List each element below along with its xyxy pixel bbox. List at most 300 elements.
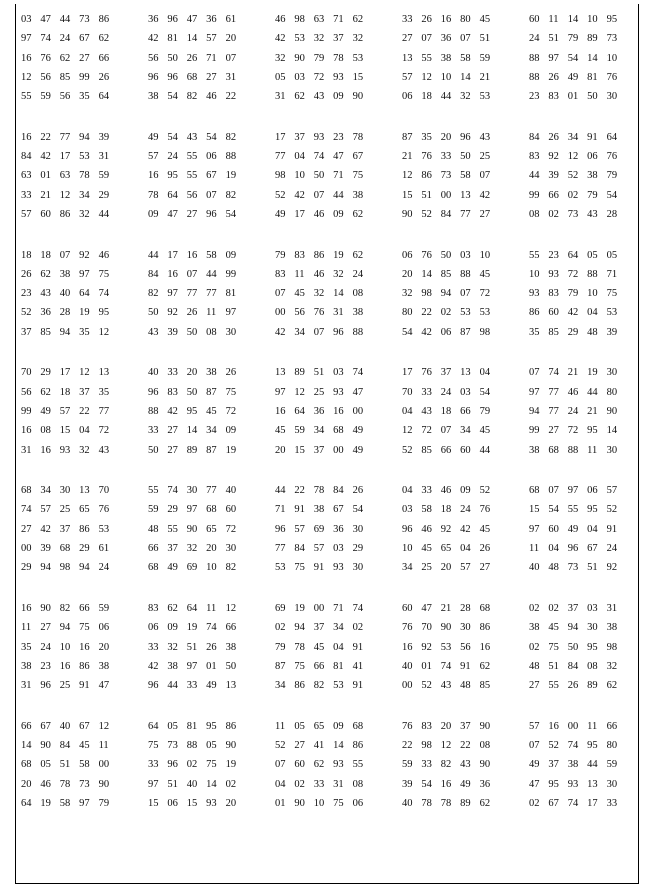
number-group: [529, 402, 629, 421]
number-cell: 57: [460, 562, 471, 574]
number-cell: 71: [606, 268, 618, 280]
number-group: [402, 29, 529, 48]
number-cell: 16: [79, 641, 90, 653]
number-cell: 98: [479, 326, 491, 338]
number-cell: 43: [148, 326, 159, 338]
number-cell: 91: [79, 680, 90, 692]
number-cell: 34: [333, 622, 344, 634]
number-cell: 10: [479, 249, 491, 261]
number-cell: 56: [460, 641, 471, 653]
number-block: [21, 246, 638, 342]
number-group: [275, 441, 402, 460]
number-cell: 62: [479, 797, 491, 809]
number-cell: 97: [529, 386, 540, 398]
number-cell: 32: [402, 288, 413, 300]
number-cell: 65: [440, 543, 452, 555]
number-cell: 19: [587, 367, 598, 379]
number-cell: 32: [79, 208, 90, 220]
number-cell: 17: [167, 249, 178, 261]
number-cell: 02: [352, 622, 364, 634]
number-cell: 12: [294, 386, 305, 398]
number-cell: 42: [148, 33, 159, 45]
table-row: [21, 128, 638, 147]
number-cell: 42: [40, 523, 51, 535]
number-cell: 30: [606, 444, 618, 456]
number-cell: 18: [440, 504, 452, 516]
number-cell: 20: [402, 268, 413, 280]
number-group: [21, 736, 148, 755]
number-cell: 16: [148, 170, 159, 182]
table-row: [21, 303, 638, 322]
number-group: [275, 128, 402, 147]
number-cell: 92: [79, 249, 90, 261]
number-group: [529, 520, 629, 539]
number-block: [21, 481, 638, 577]
number-cell: 30: [587, 622, 598, 634]
number-cell: 22: [460, 739, 471, 751]
number-cell: 38: [587, 170, 598, 182]
number-cell: 73: [167, 739, 178, 751]
number-cell: 46: [275, 14, 286, 25]
number-cell: 12: [21, 71, 32, 83]
number-cell: 64: [567, 249, 579, 261]
number-group: [275, 323, 402, 342]
number-cell: 79: [567, 33, 579, 45]
number-cell: 16: [40, 444, 51, 456]
number-cell: 86: [352, 739, 364, 751]
number-cell: 29: [40, 367, 51, 379]
number-group: [21, 402, 148, 421]
number-group: [148, 657, 275, 676]
number-cell: 88: [587, 268, 598, 280]
number-cell: 07: [186, 268, 198, 280]
number-cell: 86: [98, 14, 110, 25]
number-cell: 93: [313, 131, 325, 143]
number-cell: 00: [98, 759, 110, 771]
number-cell: 02: [529, 641, 540, 653]
number-cell: 42: [460, 523, 471, 535]
number-cell: 95: [606, 14, 618, 25]
number-cell: 70: [98, 485, 110, 497]
number-group: [148, 794, 275, 813]
number-cell: 93: [333, 759, 344, 771]
number-cell: 66: [79, 602, 90, 614]
number-cell: 40: [402, 797, 413, 809]
number-group: [529, 29, 629, 48]
number-cell: 62: [40, 386, 51, 398]
number-group: [148, 775, 275, 794]
number-cell: 45: [479, 14, 491, 25]
number-cell: 74: [548, 367, 559, 379]
number-group: [402, 676, 529, 695]
number-group: [529, 10, 629, 29]
number-cell: 54: [206, 131, 217, 143]
number-cell: 58: [460, 52, 471, 64]
number-cell: 59: [402, 759, 413, 771]
number-cell: 88: [529, 71, 540, 83]
number-cell: 11: [275, 720, 286, 732]
number-cell: 81: [225, 288, 237, 300]
number-cell: 68: [352, 720, 364, 732]
number-cell: 07: [548, 485, 559, 497]
number-group: [148, 205, 275, 224]
number-cell: 10: [59, 641, 71, 653]
number-cell: 59: [148, 504, 159, 516]
number-cell: 20: [225, 797, 237, 809]
number-cell: 02: [548, 602, 559, 614]
number-cell: 03: [333, 543, 344, 555]
number-cell: 53: [79, 151, 90, 163]
number-cell: 50: [225, 660, 237, 672]
table-row: [21, 166, 638, 185]
number-cell: 72: [567, 425, 579, 437]
number-group: [402, 246, 529, 265]
number-cell: 84: [567, 660, 579, 672]
number-cell: 62: [98, 33, 110, 45]
number-cell: 58: [206, 249, 217, 261]
number-cell: 49: [352, 444, 364, 456]
number-cell: 49: [567, 71, 579, 83]
number-cell: 35: [98, 386, 110, 398]
number-cell: 77: [186, 288, 198, 300]
number-cell: 86: [79, 660, 90, 672]
number-group: [148, 29, 275, 48]
number-cell: 95: [206, 720, 217, 732]
number-group: [21, 421, 148, 440]
table-row: [21, 676, 638, 695]
number-cell: 02: [225, 778, 237, 790]
number-group: [275, 49, 402, 68]
number-cell: 11: [21, 622, 32, 634]
number-group: [529, 303, 629, 322]
number-cell: 27: [167, 444, 178, 456]
table-row: [21, 500, 638, 519]
number-cell: 99: [79, 71, 90, 83]
number-group: [275, 717, 402, 736]
number-cell: 73: [567, 562, 579, 574]
number-cell: 37: [460, 720, 471, 732]
number-cell: 82: [440, 759, 452, 771]
number-cell: 32: [606, 660, 618, 672]
number-cell: 10: [294, 170, 305, 182]
number-group: [402, 10, 529, 29]
number-cell: 08: [352, 778, 364, 790]
number-cell: 83: [548, 288, 559, 300]
number-group: [148, 303, 275, 322]
number-cell: 37: [567, 602, 579, 614]
number-group: [275, 618, 402, 637]
number-cell: 47: [529, 778, 540, 790]
number-cell: 92: [606, 562, 618, 574]
number-cell: 24: [529, 33, 540, 45]
number-cell: 47: [167, 208, 178, 220]
number-cell: 93: [333, 562, 344, 574]
number-cell: 65: [313, 720, 325, 732]
number-cell: 19: [225, 759, 237, 771]
number-cell: 26: [421, 14, 432, 25]
number-cell: 01: [40, 170, 51, 182]
table-row: [21, 205, 638, 224]
number-group: [275, 676, 402, 695]
number-cell: 05: [206, 739, 217, 751]
number-cell: 31: [333, 307, 344, 319]
number-cell: 47: [186, 14, 198, 25]
number-cell: 62: [167, 602, 178, 614]
number-group: [529, 49, 629, 68]
number-cell: 07: [479, 170, 491, 182]
number-cell: 33: [186, 680, 198, 692]
number-cell: 34: [402, 562, 413, 574]
number-cell: 75: [79, 622, 90, 634]
number-group: [21, 638, 148, 657]
number-cell: 19: [40, 797, 51, 809]
number-cell: 96: [167, 14, 178, 25]
number-cell: 40: [225, 485, 237, 497]
number-cell: 07: [460, 33, 471, 45]
number-cell: 55: [567, 504, 579, 516]
number-cell: 90: [479, 759, 491, 771]
number-cell: 77: [206, 288, 217, 300]
number-cell: 98: [294, 14, 305, 25]
number-cell: 75: [333, 797, 344, 809]
number-cell: 70: [421, 622, 432, 634]
number-group: [529, 618, 629, 637]
number-cell: 98: [606, 641, 618, 653]
number-cell: 84: [148, 268, 159, 280]
number-cell: 89: [294, 367, 305, 379]
number-cell: 73: [79, 14, 90, 25]
number-cell: 11: [294, 268, 305, 280]
number-cell: 64: [167, 189, 178, 201]
number-cell: 97: [548, 52, 559, 64]
number-cell: 44: [59, 14, 71, 25]
number-cell: 75: [352, 170, 364, 182]
number-cell: 21: [479, 71, 491, 83]
number-group: [402, 599, 529, 618]
number-cell: 75: [294, 660, 305, 672]
number-cell: 20: [275, 444, 286, 456]
number-cell: 74: [313, 151, 325, 163]
number-cell: 62: [352, 249, 364, 261]
number-cell: 43: [98, 444, 110, 456]
number-cell: 42: [567, 307, 579, 319]
number-cell: 37: [167, 543, 178, 555]
number-cell: 24: [440, 386, 452, 398]
number-cell: 07: [59, 249, 71, 261]
number-cell: 49: [529, 759, 540, 771]
number-cell: 85: [440, 268, 452, 280]
number-cell: 88: [148, 405, 159, 417]
table-row: [21, 775, 638, 794]
number-cell: 69: [313, 523, 325, 535]
number-cell: 60: [225, 504, 237, 516]
number-cell: 68: [21, 759, 32, 771]
number-group: [275, 599, 402, 618]
number-group: [21, 303, 148, 322]
number-cell: 46: [421, 523, 432, 535]
number-cell: 50: [186, 386, 198, 398]
number-group: [21, 186, 148, 205]
number-cell: 40: [148, 367, 159, 379]
number-cell: 32: [333, 268, 344, 280]
number-cell: 99: [529, 189, 540, 201]
number-cell: 71: [333, 14, 344, 25]
number-cell: 86: [313, 249, 325, 261]
number-cell: 60: [548, 523, 559, 535]
number-group: [148, 638, 275, 657]
number-cell: 18: [40, 249, 51, 261]
number-cell: 58: [59, 797, 71, 809]
number-cell: 88: [529, 52, 540, 64]
number-cell: 82: [225, 562, 237, 574]
number-cell: 52: [548, 739, 559, 751]
number-cell: 95: [587, 641, 598, 653]
number-cell: 49: [460, 778, 471, 790]
number-cell: 83: [529, 151, 540, 163]
number-cell: 55: [167, 523, 178, 535]
number-cell: 51: [548, 660, 559, 672]
number-cell: 55: [186, 151, 198, 163]
number-cell: 76: [402, 720, 413, 732]
number-cell: 59: [294, 425, 305, 437]
number-cell: 14: [567, 14, 579, 25]
number-cell: 10: [313, 797, 325, 809]
number-cell: 86: [421, 170, 432, 182]
number-cell: 00: [313, 602, 325, 614]
number-cell: 68: [333, 425, 344, 437]
number-cell: 52: [606, 504, 618, 516]
number-cell: 17: [294, 208, 305, 220]
number-cell: 56: [40, 71, 51, 83]
number-group: [402, 657, 529, 676]
number-cell: 66: [98, 52, 110, 64]
number-cell: 90: [186, 523, 198, 535]
number-cell: 49: [275, 208, 286, 220]
number-cell: 04: [587, 523, 598, 535]
number-cell: 77: [275, 151, 286, 163]
number-cell: 78: [294, 641, 305, 653]
number-group: [402, 128, 529, 147]
number-cell: 90: [479, 720, 491, 732]
number-cell: 40: [186, 778, 198, 790]
number-block: [21, 10, 638, 106]
number-group: [148, 49, 275, 68]
number-cell: 11: [206, 307, 217, 319]
number-cell: 14: [206, 778, 217, 790]
number-cell: 19: [79, 307, 90, 319]
number-cell: 00: [567, 720, 579, 732]
number-group: [148, 87, 275, 106]
number-cell: 97: [186, 660, 198, 672]
number-cell: 79: [313, 52, 325, 64]
number-cell: 16: [548, 720, 559, 732]
number-cell: 45: [79, 739, 90, 751]
number-cell: 51: [59, 759, 71, 771]
number-cell: 55: [421, 52, 432, 64]
number-cell: 62: [294, 91, 305, 103]
number-cell: 16: [440, 14, 452, 25]
number-cell: 60: [294, 759, 305, 771]
number-group: [402, 284, 529, 303]
number-cell: 06: [98, 622, 110, 634]
number-cell: 27: [479, 562, 491, 574]
number-cell: 33: [421, 485, 432, 497]
number-cell: 31: [606, 602, 618, 614]
number-cell: 10: [606, 52, 618, 64]
number-cell: 47: [421, 602, 432, 614]
table-row: [21, 29, 638, 48]
number-cell: 66: [460, 405, 471, 417]
number-cell: 38: [567, 759, 579, 771]
number-cell: 21: [40, 189, 51, 201]
number-cell: 93: [59, 444, 71, 456]
number-group: [529, 205, 629, 224]
number-cell: 10: [587, 14, 598, 25]
number-cell: 26: [548, 71, 559, 83]
number-cell: 03: [21, 14, 32, 25]
number-cell: 15: [186, 797, 198, 809]
number-group: [402, 49, 529, 68]
number-cell: 76: [479, 504, 491, 516]
number-cell: 44: [333, 189, 344, 201]
number-cell: 94: [40, 562, 51, 574]
number-cell: 26: [186, 307, 198, 319]
number-cell: 67: [352, 151, 364, 163]
number-cell: 12: [225, 602, 237, 614]
number-cell: 14: [333, 288, 344, 300]
number-cell: 92: [548, 151, 559, 163]
number-group: [21, 441, 148, 460]
number-cell: 10: [206, 562, 217, 574]
number-cell: 05: [167, 720, 178, 732]
number-cell: 22: [225, 91, 237, 103]
table-row: [21, 794, 638, 813]
number-cell: 05: [275, 71, 286, 83]
number-cell: 95: [186, 405, 198, 417]
number-cell: 04: [548, 543, 559, 555]
number-cell: 54: [421, 778, 432, 790]
number-cell: 12: [440, 739, 452, 751]
number-cell: 86: [225, 720, 237, 732]
table-row: [21, 363, 638, 382]
number-group: [529, 323, 629, 342]
number-cell: 75: [98, 268, 110, 280]
number-cell: 46: [40, 778, 51, 790]
number-cell: 24: [40, 641, 51, 653]
table-row: [21, 284, 638, 303]
number-cell: 33: [421, 386, 432, 398]
number-cell: 55: [186, 170, 198, 182]
number-cell: 96: [148, 386, 159, 398]
number-cell: 55: [352, 759, 364, 771]
number-cell: 17: [587, 797, 598, 809]
number-cell: 22: [402, 739, 413, 751]
table-row: [21, 383, 638, 402]
number-group: [148, 284, 275, 303]
number-cell: 77: [548, 386, 559, 398]
number-cell: 43: [40, 288, 51, 300]
number-cell: 10: [587, 288, 598, 300]
number-cell: 54: [225, 208, 237, 220]
number-cell: 59: [606, 759, 618, 771]
number-cell: 13: [79, 485, 90, 497]
number-cell: 23: [548, 249, 559, 261]
number-group: [529, 147, 629, 166]
number-cell: 91: [587, 131, 598, 143]
number-cell: 06: [402, 249, 413, 261]
number-cell: 87: [206, 444, 217, 456]
number-cell: 21: [587, 405, 598, 417]
